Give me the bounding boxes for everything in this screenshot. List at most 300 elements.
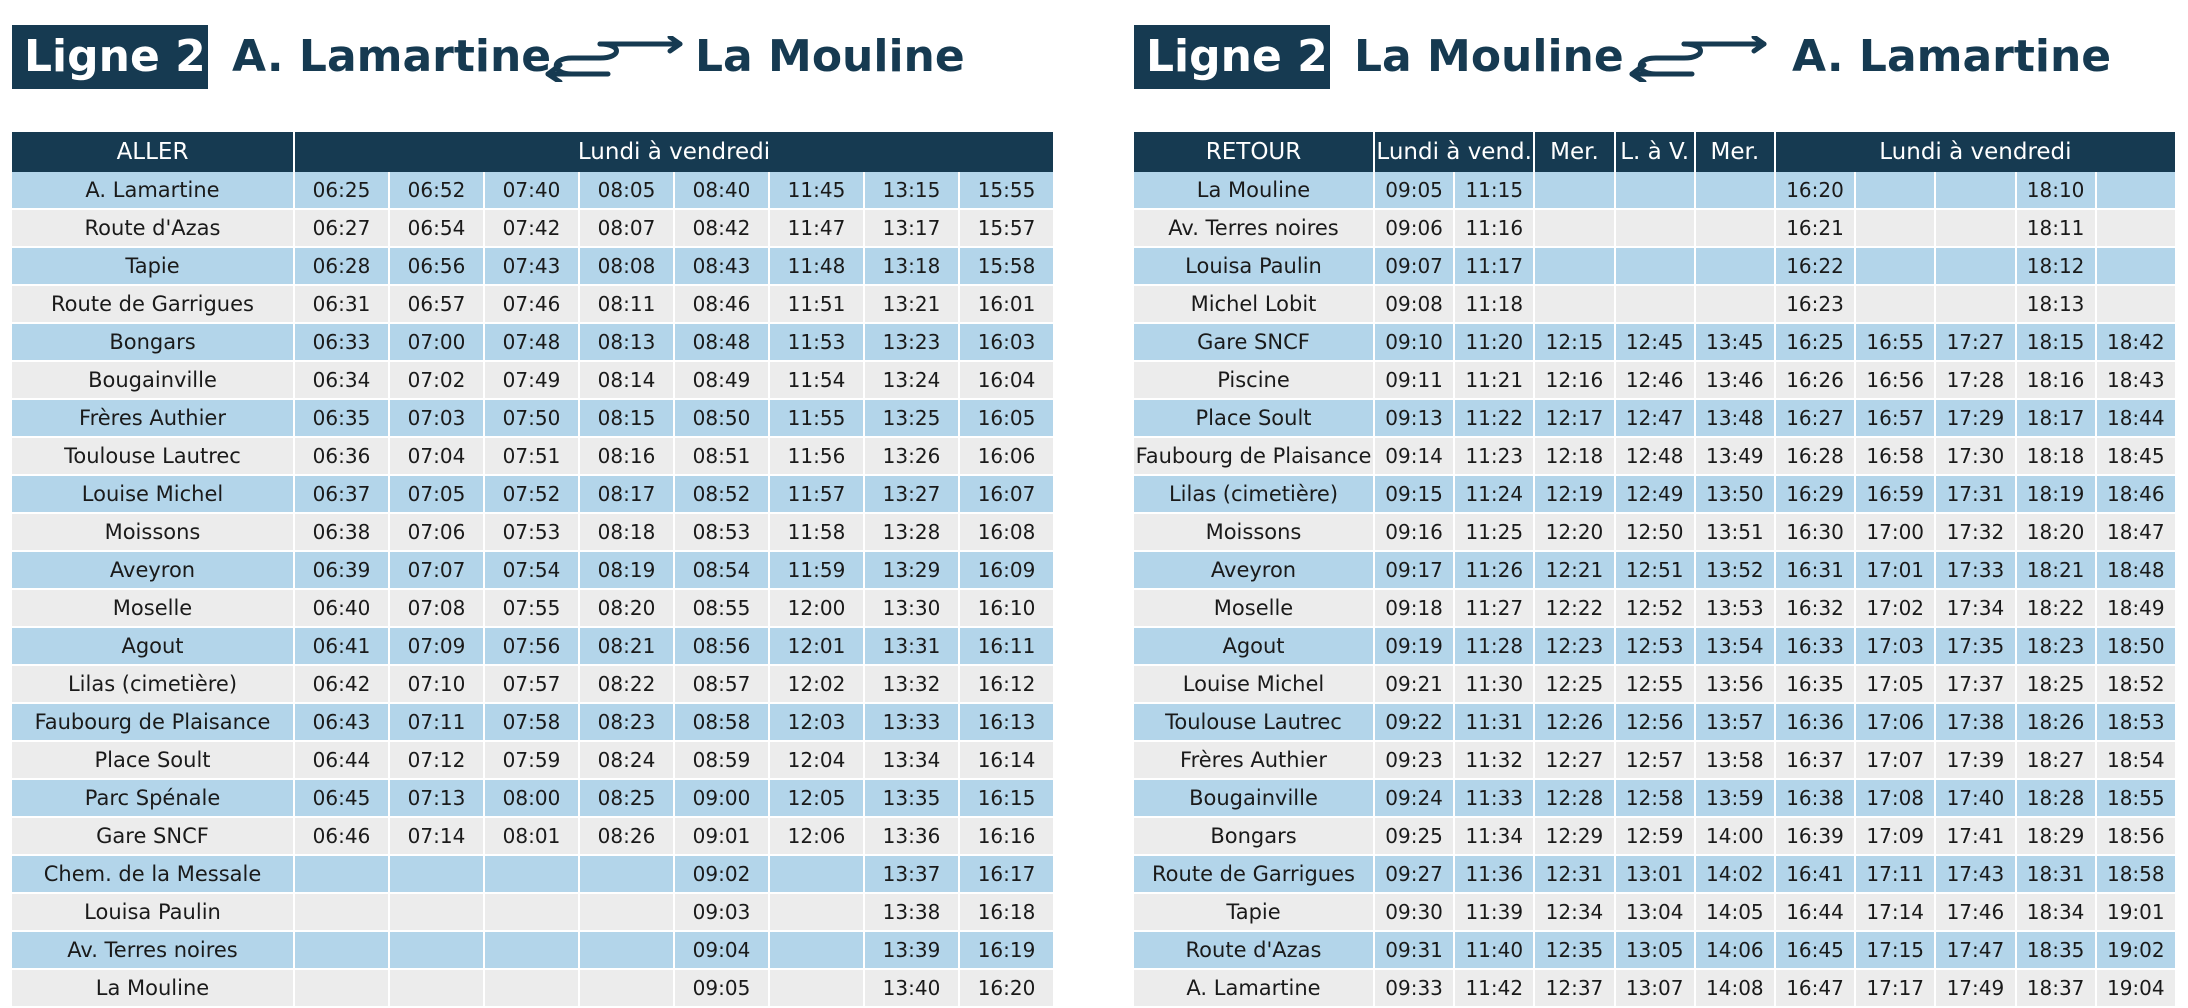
departure-time: 06:46 xyxy=(294,817,389,855)
departure-time: 07:51 xyxy=(484,437,579,475)
departure-time: 13:59 xyxy=(1695,779,1775,817)
departure-time: 13:36 xyxy=(864,817,959,855)
departure-time: 11:48 xyxy=(769,247,864,285)
departure-time: 18:18 xyxy=(2016,437,2096,475)
stop-name: Michel Lobit xyxy=(1134,285,1374,323)
departure-time: 17:09 xyxy=(1855,817,1935,855)
stop-name: Gare SNCF xyxy=(12,817,294,855)
departure-time: 19:04 xyxy=(2096,969,2176,1007)
departure-time: 13:40 xyxy=(864,969,959,1007)
timetable-row xyxy=(1134,361,2176,399)
departure-time: 17:34 xyxy=(1935,589,2015,627)
departure-time: 18:42 xyxy=(2096,323,2176,361)
departure-time: 11:15 xyxy=(1454,172,1534,209)
departure-time: 13:51 xyxy=(1695,513,1775,551)
departure-time xyxy=(579,969,674,1007)
departure-time: 11:54 xyxy=(769,361,864,399)
departure-time: 11:53 xyxy=(769,323,864,361)
departure-time: 17:17 xyxy=(1855,969,1935,1007)
departure-time: 08:58 xyxy=(674,703,769,741)
stop-name: Route d'Azas xyxy=(1134,931,1374,969)
stop-name: Frères Authier xyxy=(1134,741,1374,779)
departure-time: 12:27 xyxy=(1534,741,1614,779)
departure-time: 07:12 xyxy=(389,741,484,779)
timetable-row xyxy=(12,437,1054,475)
timetable-row xyxy=(12,855,1054,893)
departure-time: 16:36 xyxy=(1775,703,1855,741)
departure-time xyxy=(1534,209,1614,247)
departure-time: 07:14 xyxy=(389,817,484,855)
stop-name: Place Soult xyxy=(12,741,294,779)
departure-time: 16:16 xyxy=(959,817,1054,855)
departure-time: 16:45 xyxy=(1775,931,1855,969)
departure-time: 16:04 xyxy=(959,361,1054,399)
departure-time: 18:23 xyxy=(2016,627,2096,665)
departure-time: 13:07 xyxy=(1615,969,1695,1007)
days-header-mon-fri: Lundi à vendredi xyxy=(1775,132,2176,172)
stop-name: Moissons xyxy=(12,513,294,551)
departure-time: 16:17 xyxy=(959,855,1054,893)
departure-time: 11:56 xyxy=(769,437,864,475)
timetable-row xyxy=(12,817,1054,855)
stop-name: A. Lamartine xyxy=(12,172,294,209)
timetable-row xyxy=(12,969,1054,1007)
departure-time: 08:00 xyxy=(484,779,579,817)
departure-time: 11:42 xyxy=(1454,969,1534,1007)
departure-time: 16:41 xyxy=(1775,855,1855,893)
departure-time: 13:31 xyxy=(864,627,959,665)
days-header-mon-to-fri: L. à V. xyxy=(1615,132,1695,172)
stop-name: Moissons xyxy=(1134,513,1374,551)
departure-time: 16:58 xyxy=(1855,437,1935,475)
departure-time: 11:36 xyxy=(1454,855,1534,893)
departure-time: 08:15 xyxy=(579,399,674,437)
departure-time: 18:27 xyxy=(2016,741,2096,779)
stop-name: Place Soult xyxy=(1134,399,1374,437)
timetable-row xyxy=(12,703,1054,741)
departure-time: 11:25 xyxy=(1454,513,1534,551)
departure-time: 07:03 xyxy=(389,399,484,437)
departure-time: 17:07 xyxy=(1855,741,1935,779)
origin-stop-title: La Mouline xyxy=(1354,31,1624,82)
timetable-row xyxy=(1134,437,2176,475)
destination-stop-title: A. Lamartine xyxy=(1792,31,2112,82)
departure-time: 17:46 xyxy=(1935,893,2015,931)
aller-timetable xyxy=(12,132,1055,1008)
stop-name: Moselle xyxy=(1134,589,1374,627)
departure-time: 08:57 xyxy=(674,665,769,703)
departure-time: 09:08 xyxy=(1374,285,1454,323)
departure-time: 07:59 xyxy=(484,741,579,779)
departure-time: 07:13 xyxy=(389,779,484,817)
departure-time: 07:49 xyxy=(484,361,579,399)
departure-time: 16:47 xyxy=(1775,969,1855,1007)
departure-time: 13:23 xyxy=(864,323,959,361)
stop-name: Av. Terres noires xyxy=(12,931,294,969)
stop-name: Frères Authier xyxy=(12,399,294,437)
departure-time xyxy=(1534,247,1614,285)
departure-time: 09:03 xyxy=(674,893,769,931)
departure-time: 18:16 xyxy=(2016,361,2096,399)
departure-time xyxy=(769,931,864,969)
days-header-wed-2: Mer. xyxy=(1695,132,1775,172)
departure-time: 16:27 xyxy=(1775,399,1855,437)
departure-time xyxy=(1695,172,1775,209)
departure-time: 13:32 xyxy=(864,665,959,703)
departure-time: 08:14 xyxy=(579,361,674,399)
departure-time: 12:20 xyxy=(1534,513,1614,551)
stop-name: Route de Garrigues xyxy=(12,285,294,323)
departure-time: 12:17 xyxy=(1534,399,1614,437)
departure-time: 11:27 xyxy=(1454,589,1534,627)
departure-time: 07:50 xyxy=(484,399,579,437)
departure-time: 12:35 xyxy=(1534,931,1614,969)
timetable-row xyxy=(12,741,1054,779)
departure-time: 12:56 xyxy=(1615,703,1695,741)
departure-time: 16:59 xyxy=(1855,475,1935,513)
departure-time: 07:43 xyxy=(484,247,579,285)
departure-time xyxy=(294,969,389,1007)
departure-time: 18:20 xyxy=(2016,513,2096,551)
departure-time: 11:40 xyxy=(1454,931,1534,969)
departure-time: 18:46 xyxy=(2096,475,2176,513)
departure-time: 08:56 xyxy=(674,627,769,665)
departure-time: 13:01 xyxy=(1615,855,1695,893)
departure-time xyxy=(484,855,579,893)
departure-time: 18:48 xyxy=(2096,551,2176,589)
timetable-row xyxy=(1134,247,2176,285)
departure-time: 11:17 xyxy=(1454,247,1534,285)
departure-time: 18:22 xyxy=(2016,589,2096,627)
departure-time xyxy=(769,969,864,1007)
departure-time: 09:25 xyxy=(1374,817,1454,855)
departure-time: 16:03 xyxy=(959,323,1054,361)
departure-time: 11:26 xyxy=(1454,551,1534,589)
departure-time: 09:31 xyxy=(1374,931,1454,969)
departure-time: 12:15 xyxy=(1534,323,1614,361)
timetable-row xyxy=(1134,399,2176,437)
departure-time: 13:54 xyxy=(1695,627,1775,665)
departure-time: 17:30 xyxy=(1935,437,2015,475)
departure-time xyxy=(2096,209,2176,247)
departure-time: 12:59 xyxy=(1615,817,1695,855)
departure-time: 16:25 xyxy=(1775,323,1855,361)
departure-time: 17:08 xyxy=(1855,779,1935,817)
departure-time: 08:22 xyxy=(579,665,674,703)
departure-time: 09:18 xyxy=(1374,589,1454,627)
departure-time xyxy=(1615,247,1695,285)
stop-name: Toulouse Lautrec xyxy=(12,437,294,475)
departure-time: 08:18 xyxy=(579,513,674,551)
departure-time: 11:24 xyxy=(1454,475,1534,513)
days-header: Lundi à vendredi xyxy=(294,132,1054,172)
stop-name: Toulouse Lautrec xyxy=(1134,703,1374,741)
departure-time: 17:15 xyxy=(1855,931,1935,969)
departure-time: 09:05 xyxy=(674,969,769,1007)
departure-time: 12:01 xyxy=(769,627,864,665)
departure-time: 18:29 xyxy=(2016,817,2096,855)
departure-time: 17:43 xyxy=(1935,855,2015,893)
departure-time: 16:30 xyxy=(1775,513,1855,551)
departure-time: 16:39 xyxy=(1775,817,1855,855)
destination-stop-title: La Mouline xyxy=(695,31,965,82)
departure-time: 06:38 xyxy=(294,513,389,551)
departure-time: 12:45 xyxy=(1615,323,1695,361)
departure-time xyxy=(294,931,389,969)
timetable-row xyxy=(1134,741,2176,779)
timetable-row xyxy=(1134,703,2176,741)
departure-time: 18:54 xyxy=(2096,741,2176,779)
departure-time: 06:27 xyxy=(294,209,389,247)
departure-time: 12:57 xyxy=(1615,741,1695,779)
departure-time: 11:32 xyxy=(1454,741,1534,779)
departure-time: 17:06 xyxy=(1855,703,1935,741)
timetable-row xyxy=(12,285,1054,323)
departure-time xyxy=(484,893,579,931)
departure-time: 09:23 xyxy=(1374,741,1454,779)
departure-time: 11:23 xyxy=(1454,437,1534,475)
departure-time: 09:16 xyxy=(1374,513,1454,551)
departure-time: 18:11 xyxy=(2016,209,2096,247)
departure-time: 18:52 xyxy=(2096,665,2176,703)
departure-time: 13:05 xyxy=(1615,931,1695,969)
departure-time: 08:59 xyxy=(674,741,769,779)
departure-time: 08:53 xyxy=(674,513,769,551)
departure-time: 08:11 xyxy=(579,285,674,323)
departure-time: 12:23 xyxy=(1534,627,1614,665)
retour-title-bar xyxy=(1134,0,2176,90)
departure-time: 11:28 xyxy=(1454,627,1534,665)
departure-time: 18:44 xyxy=(2096,399,2176,437)
departure-time: 08:52 xyxy=(674,475,769,513)
departure-time xyxy=(389,931,484,969)
stop-name: Agout xyxy=(12,627,294,665)
departure-time: 09:11 xyxy=(1374,361,1454,399)
departure-time: 06:33 xyxy=(294,323,389,361)
departure-time: 11:45 xyxy=(769,172,864,209)
departure-time: 13:45 xyxy=(1695,323,1775,361)
departure-time: 19:01 xyxy=(2096,893,2176,931)
departure-time: 16:33 xyxy=(1775,627,1855,665)
departure-time: 11:57 xyxy=(769,475,864,513)
departure-time: 06:39 xyxy=(294,551,389,589)
stop-name: Chem. de la Messale xyxy=(12,855,294,893)
stop-name: Agout xyxy=(1134,627,1374,665)
departure-time: 06:37 xyxy=(294,475,389,513)
timetable-row xyxy=(1134,475,2176,513)
departure-time: 16:21 xyxy=(1775,209,1855,247)
origin-stop-title: A. Lamartine xyxy=(232,31,552,82)
departure-time: 07:40 xyxy=(484,172,579,209)
timetable-row xyxy=(1134,285,2176,323)
departure-time: 07:08 xyxy=(389,589,484,627)
departure-time: 16:20 xyxy=(1775,172,1855,209)
timetable-row xyxy=(12,665,1054,703)
departure-time: 07:48 xyxy=(484,323,579,361)
departure-time: 07:07 xyxy=(389,551,484,589)
departure-time: 18:43 xyxy=(2096,361,2176,399)
departure-time: 11:22 xyxy=(1454,399,1534,437)
bidirectional-arrow-icon xyxy=(542,36,688,86)
departure-time: 17:05 xyxy=(1855,665,1935,703)
departure-time: 18:25 xyxy=(2016,665,2096,703)
departure-time xyxy=(1935,285,2015,323)
aller-panel xyxy=(12,0,1054,1000)
departure-time: 12:18 xyxy=(1534,437,1614,475)
departure-time: 07:06 xyxy=(389,513,484,551)
departure-time: 12:19 xyxy=(1534,475,1614,513)
bidirectional-arrow-icon xyxy=(1626,36,1772,86)
departure-time: 11:18 xyxy=(1454,285,1534,323)
departure-time: 08:25 xyxy=(579,779,674,817)
departure-time: 17:01 xyxy=(1855,551,1935,589)
retour-timetable xyxy=(1134,132,2177,1008)
departure-time: 08:54 xyxy=(674,551,769,589)
departure-time: 06:42 xyxy=(294,665,389,703)
departure-time: 06:56 xyxy=(389,247,484,285)
departure-time xyxy=(1935,172,2015,209)
departure-time: 07:04 xyxy=(389,437,484,475)
departure-time xyxy=(2096,285,2176,323)
departure-time xyxy=(579,931,674,969)
departure-time: 06:54 xyxy=(389,209,484,247)
departure-time: 08:46 xyxy=(674,285,769,323)
departure-time: 09:14 xyxy=(1374,437,1454,475)
timetable-row xyxy=(12,247,1054,285)
stop-name: Route d'Azas xyxy=(12,209,294,247)
timetable-row xyxy=(12,323,1054,361)
departure-time: 17:40 xyxy=(1935,779,2015,817)
departure-time: 17:38 xyxy=(1935,703,2015,741)
timetable-header-row xyxy=(1134,132,2176,172)
departure-time: 09:01 xyxy=(674,817,769,855)
timetable-row xyxy=(1134,627,2176,665)
departure-time: 17:02 xyxy=(1855,589,1935,627)
departure-time: 12:31 xyxy=(1534,855,1614,893)
departure-time: 18:28 xyxy=(2016,779,2096,817)
departure-time: 08:26 xyxy=(579,817,674,855)
stop-name: Lilas (cimetière) xyxy=(12,665,294,703)
departure-time: 13:39 xyxy=(864,931,959,969)
line-badge: Ligne 2 xyxy=(12,25,208,89)
stop-name: Louisa Paulin xyxy=(1134,247,1374,285)
departure-time: 09:24 xyxy=(1374,779,1454,817)
departure-time: 06:36 xyxy=(294,437,389,475)
departure-time: 08:07 xyxy=(579,209,674,247)
stop-name: Bongars xyxy=(12,323,294,361)
departure-time: 16:19 xyxy=(959,931,1054,969)
stop-name: Faubourg de Plaisance xyxy=(1134,437,1374,475)
timetable-row xyxy=(1134,665,2176,703)
stop-name: Gare SNCF xyxy=(1134,323,1374,361)
departure-time: 07:10 xyxy=(389,665,484,703)
departure-time: 13:57 xyxy=(1695,703,1775,741)
departure-time: 08:05 xyxy=(579,172,674,209)
departure-time xyxy=(1615,285,1695,323)
departure-time: 17:03 xyxy=(1855,627,1935,665)
timetable-row xyxy=(1134,779,2176,817)
departure-time: 13:33 xyxy=(864,703,959,741)
departure-time: 12:58 xyxy=(1615,779,1695,817)
departure-time: 16:37 xyxy=(1775,741,1855,779)
departure-time: 16:12 xyxy=(959,665,1054,703)
departure-time: 09:10 xyxy=(1374,323,1454,361)
departure-time: 09:33 xyxy=(1374,969,1454,1007)
departure-time: 16:29 xyxy=(1775,475,1855,513)
departure-time: 13:46 xyxy=(1695,361,1775,399)
stop-name: La Mouline xyxy=(12,969,294,1007)
departure-time: 19:02 xyxy=(2096,931,2176,969)
departure-time: 16:18 xyxy=(959,893,1054,931)
departure-time: 16:20 xyxy=(959,969,1054,1007)
departure-time: 16:06 xyxy=(959,437,1054,475)
departure-time: 13:49 xyxy=(1695,437,1775,475)
departure-time: 13:52 xyxy=(1695,551,1775,589)
departure-time xyxy=(1695,247,1775,285)
departure-time: 11:33 xyxy=(1454,779,1534,817)
departure-time: 18:15 xyxy=(2016,323,2096,361)
departure-time: 18:12 xyxy=(2016,247,2096,285)
departure-time: 16:15 xyxy=(959,779,1054,817)
departure-time: 12:06 xyxy=(769,817,864,855)
departure-time: 07:46 xyxy=(484,285,579,323)
departure-time: 06:57 xyxy=(389,285,484,323)
departure-time: 13:35 xyxy=(864,779,959,817)
departure-time: 16:28 xyxy=(1775,437,1855,475)
departure-time: 17:14 xyxy=(1855,893,1935,931)
departure-time: 06:45 xyxy=(294,779,389,817)
timetable-row xyxy=(1134,931,2176,969)
departure-time: 12:34 xyxy=(1534,893,1614,931)
departure-time: 16:32 xyxy=(1775,589,1855,627)
departure-time: 12:16 xyxy=(1534,361,1614,399)
departure-time: 16:44 xyxy=(1775,893,1855,931)
departure-time: 08:17 xyxy=(579,475,674,513)
stop-name: Aveyron xyxy=(12,551,294,589)
departure-time: 16:38 xyxy=(1775,779,1855,817)
departure-time: 06:34 xyxy=(294,361,389,399)
departure-time: 12:03 xyxy=(769,703,864,741)
departure-time: 18:19 xyxy=(2016,475,2096,513)
departure-time: 17:33 xyxy=(1935,551,2015,589)
departure-time: 16:35 xyxy=(1775,665,1855,703)
departure-time: 13:04 xyxy=(1615,893,1695,931)
departure-time: 12:02 xyxy=(769,665,864,703)
departure-time: 17:32 xyxy=(1935,513,2015,551)
timetable-row xyxy=(1134,855,2176,893)
timetable-row xyxy=(1134,551,2176,589)
timetable-row xyxy=(12,172,1054,209)
stop-name: Louise Michel xyxy=(1134,665,1374,703)
timetable-row xyxy=(12,399,1054,437)
departure-time: 06:31 xyxy=(294,285,389,323)
departure-time: 09:00 xyxy=(674,779,769,817)
timetable-row xyxy=(12,627,1054,665)
departure-time: 16:08 xyxy=(959,513,1054,551)
direction-header: ALLER xyxy=(12,132,294,172)
departure-time: 08:19 xyxy=(579,551,674,589)
departure-time: 06:44 xyxy=(294,741,389,779)
departure-time: 18:56 xyxy=(2096,817,2176,855)
departure-time: 13:38 xyxy=(864,893,959,931)
departure-time: 07:52 xyxy=(484,475,579,513)
departure-time: 11:30 xyxy=(1454,665,1534,703)
departure-time: 11:39 xyxy=(1454,893,1534,931)
timetable-row xyxy=(12,589,1054,627)
departure-time: 06:35 xyxy=(294,399,389,437)
departure-time: 07:11 xyxy=(389,703,484,741)
departure-time: 08:01 xyxy=(484,817,579,855)
